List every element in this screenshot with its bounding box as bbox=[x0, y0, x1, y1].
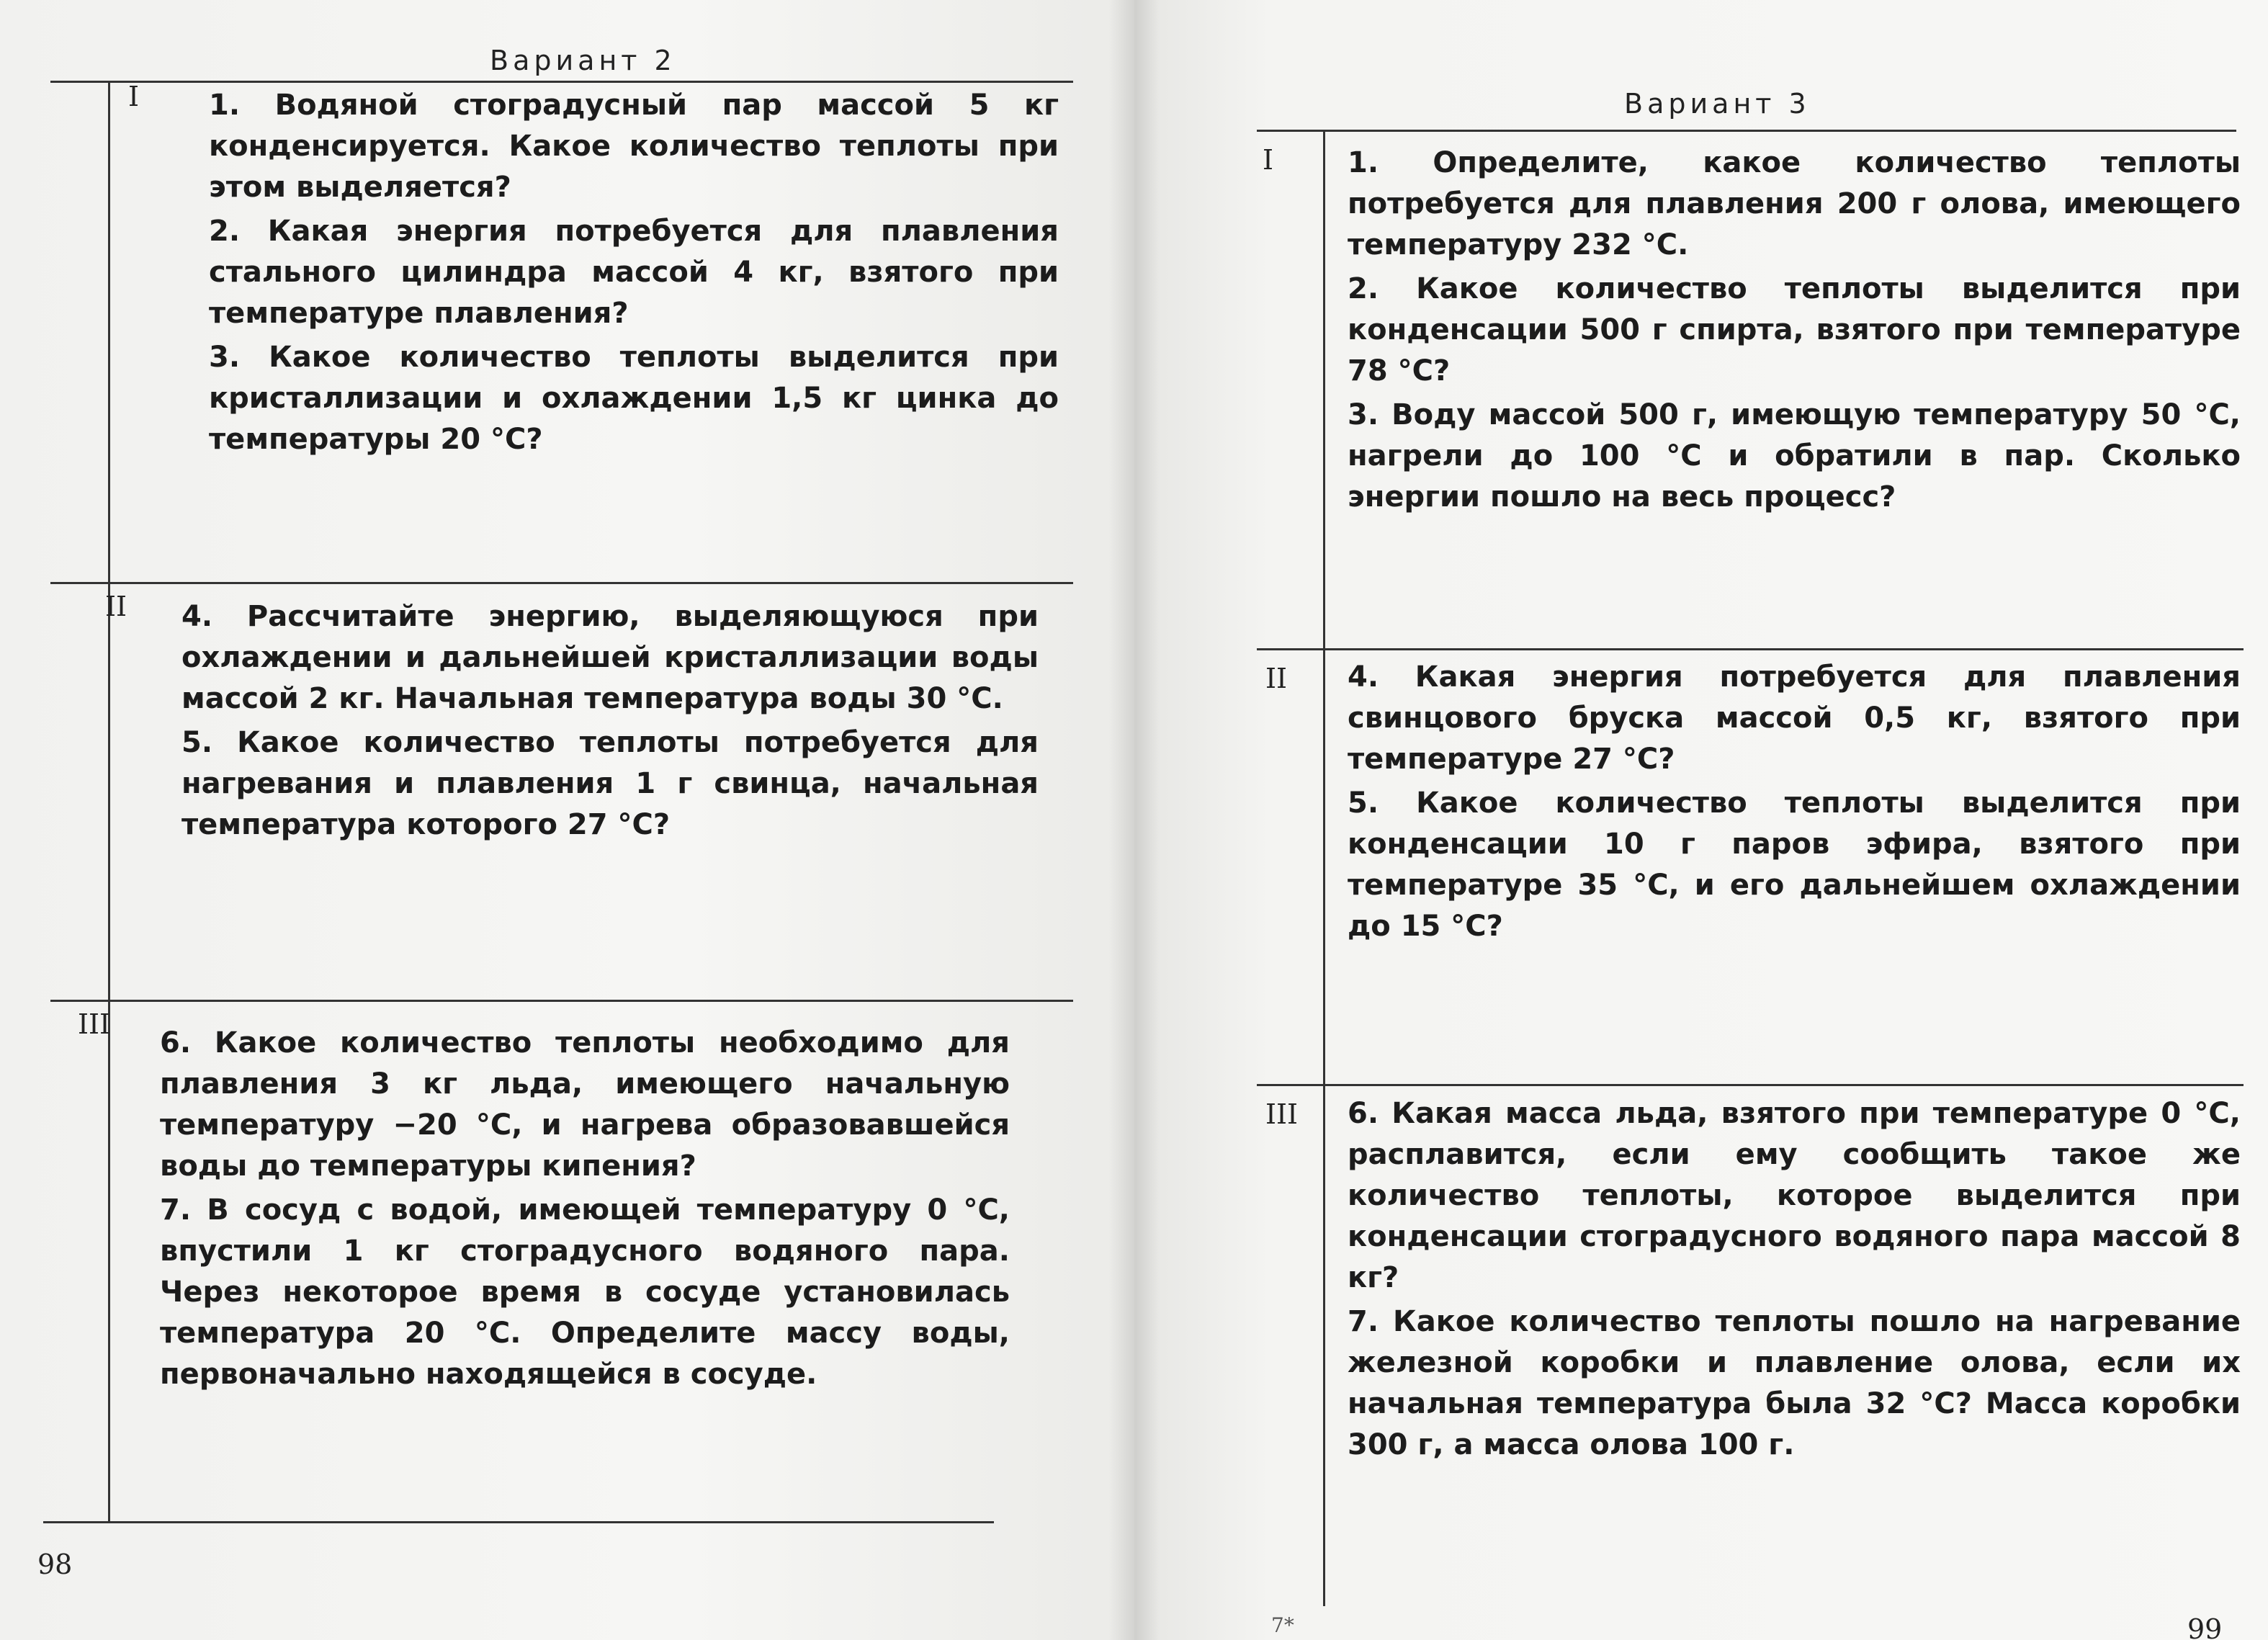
row-divider bbox=[1257, 648, 2244, 650]
problem-number: 3. bbox=[1348, 398, 1379, 431]
problem bbox=[1348, 1093, 2241, 1299]
problem-text: Какая энергия потребуется для плавления свинцового бруска массой 0,5 кг, взятого при температуре 27 °С? bbox=[1348, 660, 2241, 776]
section-label: III bbox=[78, 1008, 111, 1040]
book-spine-shadow bbox=[1109, 0, 1160, 1640]
problem bbox=[209, 337, 1059, 460]
problem bbox=[160, 1023, 1010, 1187]
row-divider bbox=[50, 582, 1073, 584]
problem-number: 1. bbox=[1348, 146, 1379, 179]
page-number: 99 bbox=[2187, 1613, 2223, 1640]
section-label: II bbox=[105, 591, 127, 622]
problem bbox=[181, 596, 1039, 720]
problem-text: Рассчитайте энергию, выделяющуюся при охлаждении и дальнейшей кристаллизации воды массой 2 кг. Начальная температура воды 30 °С. bbox=[181, 600, 1039, 715]
problem-number: 6. bbox=[1348, 1097, 1379, 1130]
problem bbox=[1348, 395, 2241, 518]
problem-text: Какая энергия потребуется для плавления стального цилиндра массой 4 кг, взятого при температуре плавления? bbox=[209, 215, 1059, 330]
problem-number: 7. bbox=[160, 1193, 192, 1227]
problem bbox=[209, 85, 1059, 208]
problem bbox=[181, 722, 1039, 846]
section-label: I bbox=[128, 81, 140, 112]
section-label: II bbox=[1265, 663, 1288, 694]
problem-number: 7. bbox=[1348, 1305, 1379, 1338]
problem bbox=[1348, 657, 2241, 780]
section-label: I bbox=[1263, 144, 1274, 176]
table-left-border bbox=[108, 81, 110, 1521]
signature-mark: 7* bbox=[1271, 1613, 1294, 1637]
variant-title: Вариант 3 bbox=[1624, 88, 1811, 120]
page-number: 98 bbox=[37, 1549, 73, 1580]
problem-number: 4. bbox=[181, 600, 213, 633]
problem-number: 2. bbox=[1348, 272, 1379, 305]
problem-number: 5. bbox=[181, 726, 213, 759]
problem-text: Воду массой 500 г, имеющую температуру 50 °С, нагрели до 100 °С и обратили в пар. Сколько энергии пошло на весь процесс? bbox=[1348, 398, 2241, 514]
table-top-border bbox=[50, 81, 1073, 83]
problem-text: Какое количество теплоты выделится при конденсации 500 г спирта, взятого при температуре 78 °С? bbox=[1348, 272, 2241, 387]
right-page bbox=[1134, 0, 2268, 1640]
problem bbox=[1348, 269, 2241, 392]
problem-number: 1. bbox=[209, 89, 241, 122]
problem-number: 5. bbox=[1348, 787, 1379, 820]
problem-text: Какое количество теплоты необходимо для плавления 3 кг льда, имеющего начальную температуру −20 °С, и нагрева образовавшейся воды до температуры кипения? bbox=[160, 1026, 1010, 1183]
section-label: III bbox=[1265, 1098, 1299, 1130]
section-text bbox=[160, 1023, 1010, 1398]
problem-number: 6. bbox=[160, 1026, 192, 1059]
problem bbox=[209, 211, 1059, 334]
row-divider bbox=[1257, 1084, 2244, 1086]
section-text bbox=[1348, 1093, 2241, 1469]
row-divider bbox=[50, 1000, 1073, 1002]
table-left-border bbox=[1323, 130, 1325, 1606]
problem-number: 3. bbox=[209, 341, 241, 374]
problem-text: Какое количество теплоты пошло на нагревание железной коробки и плавление олова, если их начальная температура была 32 °С? Масса коробки 300 г, а масса олова 100 г. bbox=[1348, 1305, 2241, 1461]
section-text bbox=[181, 596, 1039, 848]
table-top-border bbox=[1257, 130, 2236, 132]
section-text bbox=[1348, 657, 2241, 950]
problem-text: Какая масса льда, взятого при температуре 0 °С, расплавится, если ему сообщить такое же количество теплоты, которое выделится при конденсации стоградусного водяного пара массой 8 кг? bbox=[1348, 1097, 2241, 1294]
problem bbox=[1348, 783, 2241, 947]
problem bbox=[1348, 1301, 2241, 1466]
problem bbox=[1348, 143, 2241, 266]
section-text bbox=[1348, 143, 2241, 521]
variant-title: Вариант 2 bbox=[490, 45, 676, 76]
problem-number: 2. bbox=[209, 215, 241, 248]
problem bbox=[160, 1190, 1010, 1395]
section-text bbox=[209, 85, 1059, 463]
problem-text: Какое количество теплоты выделится при кристаллизации и охлаждении 1,5 кг цинка до температуры 20 °С? bbox=[209, 341, 1059, 456]
problem-text: Определите, какое количество теплоты потребуется для плавления 200 г олова, имеющего температуру 232 °С. bbox=[1348, 146, 2241, 261]
problem-text: В сосуд с водой, имеющей температуру 0 °С, впустили 1 кг стоградусного водяного пара. Через некоторое время в сосуде установилась температура 20 °С. Определите массу воды, первоначально находящейся в сосуде. bbox=[160, 1193, 1010, 1391]
problem-text: Водяной стоградусный пар массой 5 кг конденсируется. Какое количество теплоты при этом выделяется? bbox=[209, 89, 1059, 204]
problem-number: 4. bbox=[1348, 660, 1379, 694]
problem-text: Какое количество теплоты потребуется для нагревания и плавления 1 г свинца, начальная температура которого 27 °С? bbox=[181, 726, 1039, 841]
problem-text: Какое количество теплоты выделится при конденсации 10 г паров эфира, взятого при температуре 35 °С, и его дальнейшем охлаждении до 15 °С? bbox=[1348, 787, 2241, 943]
table-bottom-border bbox=[43, 1521, 994, 1523]
